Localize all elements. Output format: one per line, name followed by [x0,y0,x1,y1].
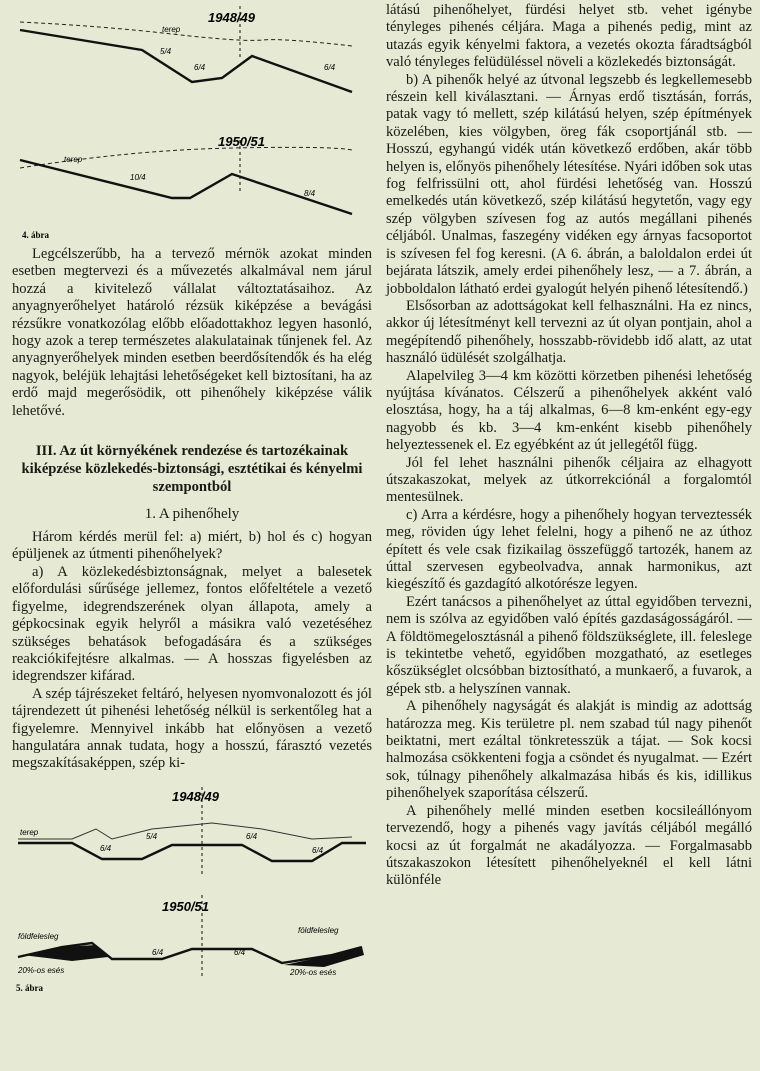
slope-label-top-left: 5/4 [160,47,172,56]
slope-label-e: 6/4 [152,947,164,957]
fill-label-left: földfelesleg [18,931,59,941]
figure-4-caption: 4. ábra [22,230,49,240]
figure-5 [12,779,372,995]
slope-label-d: 6/4 [312,845,324,855]
slope-label-f: 6/4 [234,947,246,957]
slope-label-top-right: 6/4 [324,63,336,72]
figure-4-diagram [12,0,372,246]
figure-5-caption: 5. ábra [16,982,43,993]
paragraph-right-8: A pihenőhely nagyságát és alakját is mindig az adottság határozza meg. Kis területre pl. nem szabad túl nagy pihenőt beiktatni, mert ezáltal tönkretesszük a tájat. — Sok kocsi halmozása csökkenteni fogja a csöndet és nyugalmat. — Ezért sok, túlnagy pihenőhely alkalmazása hibás és kis, idillikus pihenőhelyek szaporítása célszerű. [386,698,752,802]
slope-label-b: 5/4 [146,831,158,841]
slope-label-bottom-left: 10/4 [130,173,146,182]
fill-shape-left [22,945,108,961]
paragraph-right-7: Ezért tanácsos a pihenőhelyet az úttal egyidőben tervezni, nem is szólva az egyidőben való építés gazdaságosságáról. — A földtömegelosztásnál a pihenő földszükséglete, ill. feleslege is tekintetbe vehető, egyidőben mozgatható, az esetleges kőszükséglet olcsóbban biztosítható, a munkaerő, a fuvarok, a gépek stb. a helyszínen vannak. [386,593,752,697]
right-column [386,2,752,890]
subsection-title: 1. A pihenőhely [144,506,240,523]
paragraph-right-9: A pihenőhely mellé minden esetben kocsileállónyom tervezendő, hogy a pihenés vagy javítás céljából megálló kocsi az út forgalmát ne akadályozza. — Forgalmasabb útszakaszokon létesített pihenőhelyeknél el kell látni különféle [386,802,752,889]
paragraph-right-1: látású pihenőhelyet, fürdési helyet stb. vehet igénybe tényleges pihenés céljára. Maga a pihenés pedig, mint az utazás egyik kényelmi faktora, a vezetés okozta fáradtságból való tényleges felüdüléssel növeli a közlekedés biztonságát. [386,2,752,71]
fill-shape-right [284,947,364,967]
slope-label-a: 6/4 [100,843,112,853]
paragraph-left-3: A szép tájrészeket feltáró, helyesen nyomvonalozott és jól tájrendezett út pihenési lehetőség nélkül is serkentőleg hat a figyelemre. Mennyivel inkább hat előnyösen a vezető hangulatára annak tudata, hogy a hosszú, fárasztó vezetés megszakításaképpen, szép ki- [12,685,372,772]
paragraph-right-2: b) A pihenők helyé az útvonal legszebb és legkellemesebb részein kell kiválasztani. — Árnyas erdő tisztásán, forrás, patak vagy tó mellett, szép kilátású helyen, szép építmények közelében, kies völgyben, öreg fák csoportjánál stb. — Hosszú, egyhangú vidék után következő erdőben, akár több helyen is, előnyös pihenőhely létesítése. Nyári időben sok utas fog felfrissülni ott, ahol fürdési lehetőség van. Hosszú emelkedés után következő, szép kilátású hegytetőn, vagy egy szép völgyben szívesen fog az autós megállani pihenés céljából. Unalmas, faszegény vidéken egy árnyas facsoportot is szívesen fel fog keresni. (A 6. ábrán, a baloldalon erdei út bejárata látszik, amely erdei pihenőhely lesz, — a 7. ábrán, a jobboldalon látható erdei gyalogút helyén pihenő létesítendő.) [386,71,752,297]
grade-label-right: 20%-os esés [290,967,337,977]
paragraph-right-6: c) Arra a kérdésre, hogy a pihenőhely hogyan terveztessék meg, röviden úgy lehet felelni, hogy a pihenő ne az úthoz épített és vele csak fizikailag összefüggő tartozék, hanem az úttal szervesen egybeolvadva, annak harmonikus, azt kiegészítő és gazdagító alkotórésze legyen. [386,506,752,593]
terrain-label: terep [20,827,39,837]
terrain-line-top [18,823,352,839]
fill-label-right: földfelesleg [298,925,339,935]
year-label-top: 1948/49 [208,10,255,25]
year-label-bottom: 1950/51 [218,134,265,149]
paragraph-left-2: a) A közlekedésbiztonságnak, melyet a balesetek előfordulási sűrűsége jellemez, fontos előfeltétele a vezető figyelme, idegrendszerének olyan állapota, amely a gépkocsinak egyik helyről a másikra való vezetéséhez szükséges behatások befogadására és a szükséges reakciókifejtésre alkalmas. — A hosszas figyelésben az idegrendszer kifárad. [12,563,372,685]
paragraph-right-4: Alapelvileg 3—4 km közötti körzetben pihenési lehetőség nyújtása kívánatos. Célszerű a pihenőhelyek akként való elosztása, hogy, ha a táj alkalmas, 6—8 km-enként egy-egy nagyobb és kb. 3—4 km-enként kisebb pihenőhely helyeztessenek el. Ez egyébként az út jellegétől függ. [386,367,752,454]
paragraph-right-5: Jól fel lehet használni pihenők céljaira az elhagyott útszakaszokat, melyek az útkorrekciónál a forgalomtól mentesülnek. [386,454,752,506]
paragraph-left-1: Három kérdés merül fel: a) miért, b) hol és c) hogyan épüljenek az útmenti pihenőhelyek? [12,529,372,563]
road-profile-top [20,30,352,92]
section-title: III. Az út környékének rendezése és tartozékainak kiképzése közlekedés-biztonsági, esztétikai és kényelmi szempontból [21,443,363,496]
terrain-line-top [20,22,352,46]
figure-4 [12,0,372,246]
paragraph-left-intro: Legcélszerűbb, ha a tervező mérnök azokat minden esetben megtervezi és a művezetés alkalmával nem járul hozzá a kivitelező vállalat változtatásaihoz. Az anyagnyerőhelyet határoló rézsük kiképzése a bevágási rézsűkre vonatkozólag előbb előadottakhoz legyen hasonló, hogy azok a terep természetes alakulatainak tűnjenek fel. Az anyagnyerőhelyek minden esetben beerdősítendők és ha elég nagyok, beléjük lehajtási lehetőségeket kell biztosítani, ha az erdő majd megerősödik, ott pihenőhely kiképzése válik lehetővé. [12,246,372,419]
terrain-label-bottom: terep [64,155,83,164]
year-label-top: 1948/49 [172,788,219,804]
paragraph-right-3: Elsősorban az adottságokat kell felhasználni. Ha ez nincs, akkor új létesítményt kell tervezni az út olyan pontjain, ahol a megépítendő pihenőhely, hosszabb-rövidebb idő alatt, az utat használó üdülését szolgálhatja. [386,297,752,367]
grade-label-left: 20%-os esés [18,965,65,975]
terrain-label-top: terep [162,25,181,34]
slope-label-c: 6/4 [246,831,258,841]
year-label-bottom: 1950/51 [162,898,209,914]
left-column [12,0,372,995]
slope-label-bottom-right: 8/4 [304,189,316,198]
slope-label-top-mid: 6/4 [194,63,206,72]
road-profile-bottom [20,160,352,214]
figure-5-diagram [12,779,372,995]
